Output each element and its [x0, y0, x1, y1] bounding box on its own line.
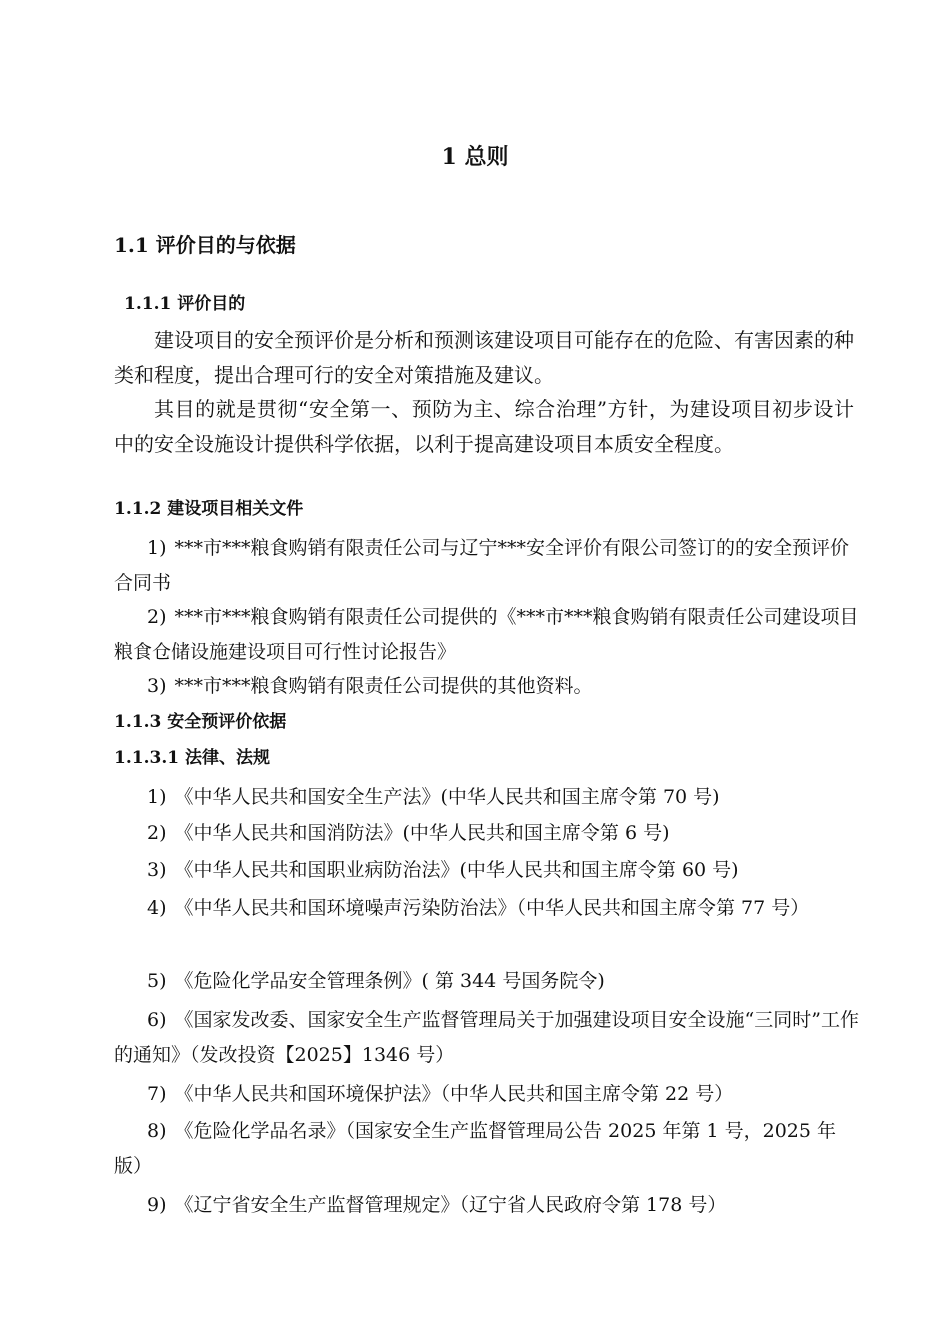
subsubsection-title-laws: 1.1.3.1 法律、法规 — [114, 748, 270, 768]
list-item-text: 《中华人民共和国消防法》(中华人民共和国主席令第 6 号) — [174, 822, 670, 844]
list-item — [114, 531, 859, 601]
list-item-number: 2) — [147, 822, 167, 844]
list-item — [114, 669, 859, 704]
list-item — [114, 816, 859, 851]
list-item-number: 2) — [147, 606, 167, 628]
list-item — [114, 1077, 859, 1112]
list-item-number: 4) — [147, 897, 167, 919]
list-item — [114, 600, 859, 670]
section-title: 1.1 评价目的与依据 — [114, 233, 296, 257]
list-item-number: 9) — [147, 1194, 167, 1216]
purpose-paragraph-1: 建设项目的安全预评价是分析和预测该建设项目可能存在的危险、有害因素的种类和程度，提出合理可行的安全对策措施及建议。 — [114, 328, 854, 387]
list-item — [114, 1114, 859, 1184]
list-item-text: 《中华人民共和国安全生产法》(中华人民共和国主席令第 70 号) — [174, 786, 720, 808]
purpose-paragraph-2: 其目的就是贯彻“安全第一、预防为主、综合治理”方针，为建设项目初步设计中的安全设施设计提供科学依据，以利于提高建设项目本质安全程度。 — [114, 397, 854, 456]
list-item-text: 《辽宁省安全生产监督管理规定》（辽宁省人民政府令第 178 号） — [174, 1194, 727, 1216]
list-item-number: 3) — [147, 859, 167, 881]
list-item-text: 《危险化学品安全管理条例》( 第 344 号国务院令) — [174, 970, 605, 992]
list-item-number: 7) — [147, 1083, 167, 1105]
list-item-text: ***市***粮食购销有限责任公司与辽宁***安全评价有限公司签订的的安全预评价合同书 — [114, 537, 850, 594]
list-item — [114, 1188, 859, 1223]
list-item — [114, 964, 859, 999]
list-item-text: ***市***粮食购销有限责任公司提供的其他资料。 — [174, 675, 593, 697]
list-item — [114, 1003, 859, 1073]
list-item-text: 《中华人民共和国环境噪声污染防治法》（中华人民共和国主席令第 77 号） — [174, 897, 810, 919]
list-item-number: 1) — [147, 786, 167, 808]
list-item-text: 《中华人民共和国环境保护法》（中华人民共和国主席令第 22 号） — [174, 1083, 734, 1105]
subsection-title-purpose: 1.1.1 评价目的 — [124, 294, 246, 314]
list-item-number: 6) — [147, 1009, 167, 1031]
list-item-number: 5) — [147, 970, 167, 992]
list-item-text: ***市***粮食购销有限责任公司提供的《***市***粮食购销有限责任公司建设项目粮食仓储设施建设项目可行性讨论报告》 — [114, 606, 859, 663]
list-item-text: 《中华人民共和国职业病防治法》(中华人民共和国主席令第 60 号) — [174, 859, 739, 881]
subsection-title-basis: 1.1.3 安全预评价依据 — [114, 712, 287, 732]
list-item-number: 3) — [147, 675, 167, 697]
list-item-number: 1) — [147, 537, 167, 559]
list-item — [114, 780, 859, 815]
chapter-title: 1 总则 — [441, 144, 509, 170]
list-item-text: 《国家发改委、国家安全生产监督管理局关于加强建设项目安全设施“三同时”工作的通知》（发改投资【2025】1346 号） — [114, 1009, 859, 1066]
list-item-text: 《危险化学品名录》（国家安全生产监督管理局公告 2025 年第 1 号，2025 年版） — [114, 1120, 837, 1177]
list-item — [114, 891, 859, 926]
list-item — [114, 853, 859, 888]
list-item-number: 8) — [147, 1120, 167, 1142]
subsection-title-documents: 1.1.2 建设项目相关文件 — [114, 499, 304, 519]
